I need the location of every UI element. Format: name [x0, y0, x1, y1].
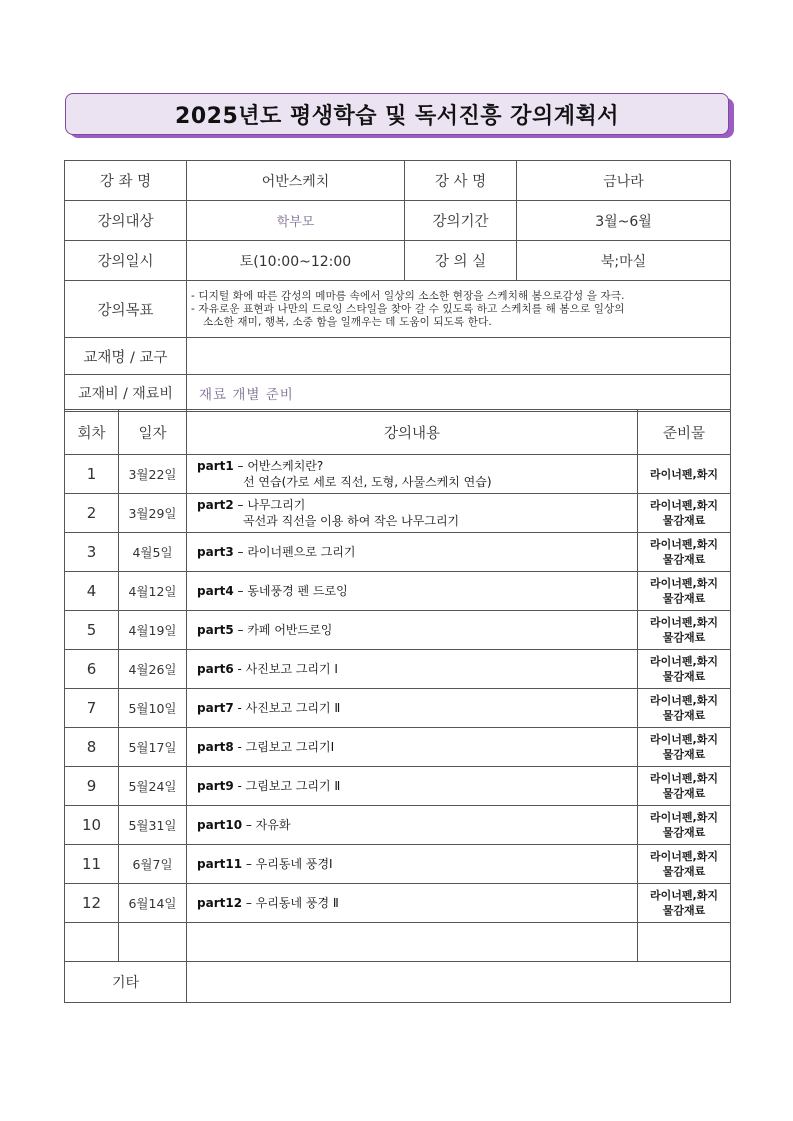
schedule-table	[64, 409, 731, 1003]
session-part: part11	[197, 857, 243, 871]
session-part: part1	[197, 459, 234, 473]
session-title: – 자유화	[242, 818, 291, 832]
session-number: 10	[65, 806, 119, 845]
session-title: – 라이너펜으로 그리기	[233, 545, 356, 559]
session-prep	[638, 455, 731, 494]
material-label: 교재비 / 재료비	[65, 375, 187, 412]
etc-value	[187, 962, 731, 1003]
session-date: 3월29일	[119, 494, 187, 533]
table-row	[65, 767, 731, 806]
blank-cell	[65, 923, 119, 962]
prep-item: 물감재료	[662, 553, 706, 566]
blank-cell	[187, 923, 638, 962]
session-title-line	[197, 545, 355, 559]
table-row	[65, 728, 731, 767]
session-number: 2	[65, 494, 119, 533]
session-date: 6월7일	[119, 845, 187, 884]
etc-label: 기타	[65, 962, 187, 1003]
course-value: 어반스케치	[187, 161, 405, 201]
table-row	[65, 884, 731, 923]
prep-item: 라이너펜,화지	[650, 889, 718, 902]
prep-item: 물감재료	[662, 670, 706, 683]
prep-item: 라이너펜,화지	[650, 694, 718, 707]
prep-item: 라이너펜,화지	[650, 616, 718, 629]
prep-item: 물감재료	[662, 748, 706, 761]
session-content	[187, 455, 638, 494]
session-content	[187, 572, 638, 611]
session-content	[187, 533, 638, 572]
table-row	[65, 650, 731, 689]
session-number: 7	[65, 689, 119, 728]
session-content	[187, 611, 638, 650]
info-row-schedule	[65, 241, 731, 281]
session-part: part5	[197, 623, 234, 637]
session-title-line	[197, 459, 323, 473]
textbook-label: 교재명 / 교구	[65, 338, 187, 375]
page-title: 2025년도 평생학습 및 독서진흥 강의계획서	[175, 103, 619, 129]
course-label: 강 좌 명	[65, 161, 187, 201]
prep-item: 물감재료	[662, 826, 706, 839]
session-title: - 그림보고 그리기Ⅰ	[233, 740, 335, 754]
session-number: 4	[65, 572, 119, 611]
session-date: 5월24일	[119, 767, 187, 806]
goal-text	[187, 281, 731, 338]
blank-cell	[638, 923, 731, 962]
session-part: part9	[197, 779, 234, 793]
session-content	[187, 845, 638, 884]
session-title-line	[197, 584, 348, 598]
session-date: 4월5일	[119, 533, 187, 572]
prep-item: 라이너펜,화지	[650, 538, 718, 551]
session-prep	[638, 572, 731, 611]
session-title: - 그림보고 그리기 Ⅱ	[233, 779, 341, 793]
prep-item: 라이너펜,화지	[650, 655, 718, 668]
session-date: 4월12일	[119, 572, 187, 611]
session-number: 12	[65, 884, 119, 923]
table-row	[65, 845, 731, 884]
prep-item: 라이너펜,화지	[650, 577, 718, 590]
info-row-course	[65, 161, 731, 201]
session-part: part2	[197, 498, 234, 512]
session-date: 3월22일	[119, 455, 187, 494]
session-title-line	[197, 779, 340, 793]
title-box	[65, 93, 729, 135]
table-row	[65, 572, 731, 611]
session-prep	[638, 533, 731, 572]
session-title-line	[197, 623, 332, 637]
session-number: 8	[65, 728, 119, 767]
session-content	[187, 494, 638, 533]
prep-item: 라이너펜,화지	[650, 499, 718, 512]
table-row	[65, 533, 731, 572]
session-subtitle: 곡선과 직선을 이용 하여 작은 나무그리기	[243, 514, 460, 528]
prep-item: 물감재료	[662, 787, 706, 800]
instructor-label: 강 사 명	[405, 161, 517, 201]
session-title: – 어반스케치란?	[233, 459, 324, 473]
session-title: – 카페 어반드로잉	[233, 623, 333, 637]
session-title-line	[197, 498, 305, 512]
session-title: – 동네풍경 펜 드로잉	[233, 584, 348, 598]
session-part: part12	[197, 896, 243, 910]
session-prep	[638, 689, 731, 728]
table-row	[65, 494, 731, 533]
goal-line-2: - 자유로운 표현과 나만의 드로잉 스타일을 찾아 갈 수 있도록 하고 스케치를 해 봄으로 일상의	[191, 303, 625, 315]
session-prep	[638, 650, 731, 689]
prep-item: 물감재료	[662, 631, 706, 644]
session-subtitle: 선 연습(가로 세로 직선, 도형, 사물스케치 연습)	[243, 475, 492, 489]
session-title-line	[197, 740, 334, 754]
session-title: – 우리동네 풍경Ⅰ	[242, 857, 333, 871]
session-date: 5월31일	[119, 806, 187, 845]
prep-item: 라이너펜,화지	[650, 733, 718, 746]
session-content	[187, 728, 638, 767]
header-prep: 준비물	[638, 410, 731, 455]
prep-item: 물감재료	[662, 904, 706, 917]
room-value: 북;마실	[517, 241, 731, 281]
title-banner	[65, 93, 735, 141]
session-part: part3	[197, 545, 234, 559]
session-number: 5	[65, 611, 119, 650]
session-content	[187, 767, 638, 806]
schedule-value: 토(10:00~12:00	[187, 241, 405, 281]
session-part: part8	[197, 740, 234, 754]
session-title-line	[197, 896, 339, 910]
table-row	[65, 455, 731, 494]
schedule-label: 강의일시	[65, 241, 187, 281]
info-row-textbook	[65, 338, 731, 375]
schedule-body	[65, 455, 731, 923]
period-label: 강의기간	[405, 201, 517, 241]
prep-item: 물감재료	[662, 865, 706, 878]
session-part: part4	[197, 584, 234, 598]
session-number: 1	[65, 455, 119, 494]
session-title: – 나무그리기	[233, 498, 306, 512]
schedule-blank-row	[65, 923, 731, 962]
target-label: 강의대상	[65, 201, 187, 241]
session-title: - 사진보고 그리기 Ⅰ	[233, 662, 338, 676]
prep-item: 물감재료	[662, 709, 706, 722]
session-number: 9	[65, 767, 119, 806]
material-value: 재료 개별 준비	[187, 375, 731, 412]
header-no: 회차	[65, 410, 119, 455]
info-row-goal	[65, 281, 731, 338]
prep-item: 라이너펜,화지	[650, 850, 718, 863]
header-date: 일자	[119, 410, 187, 455]
session-prep	[638, 611, 731, 650]
session-title-line	[197, 818, 290, 832]
session-content	[187, 884, 638, 923]
period-value: 3월~6월	[517, 201, 731, 241]
session-number: 11	[65, 845, 119, 884]
session-prep	[638, 767, 731, 806]
session-title-line	[197, 662, 338, 676]
instructor-value: 금나라	[517, 161, 731, 201]
info-row-target	[65, 201, 731, 241]
session-date: 5월10일	[119, 689, 187, 728]
session-prep	[638, 884, 731, 923]
session-content	[187, 689, 638, 728]
session-part: part7	[197, 701, 234, 715]
prep-item: 물감재료	[662, 592, 706, 605]
session-content	[187, 650, 638, 689]
table-row	[65, 611, 731, 650]
goal-label: 강의목표	[65, 281, 187, 338]
session-title: - 사진보고 그리기 Ⅱ	[233, 701, 341, 715]
info-row-material	[65, 375, 731, 412]
prep-item: 라이너펜,화지	[650, 467, 718, 481]
session-prep	[638, 806, 731, 845]
session-date: 5월17일	[119, 728, 187, 767]
session-title-line	[197, 857, 333, 871]
blank-cell	[119, 923, 187, 962]
session-prep	[638, 845, 731, 884]
session-date: 4월26일	[119, 650, 187, 689]
session-date: 6월14일	[119, 884, 187, 923]
course-info-table	[64, 160, 731, 412]
session-title: – 우리동네 풍경 Ⅱ	[242, 896, 339, 910]
goal-line-3: 소소한 재미, 행복, 소중 함을 일깨우는 데 도움이 되도록 한다.	[203, 316, 492, 328]
prep-item: 라이너펜,화지	[650, 772, 718, 785]
table-row	[65, 806, 731, 845]
session-part: part6	[197, 662, 234, 676]
session-part: part10	[197, 818, 243, 832]
prep-item: 물감재료	[662, 514, 706, 527]
session-title-line	[197, 701, 340, 715]
room-label: 강 의 실	[405, 241, 517, 281]
session-number: 6	[65, 650, 119, 689]
etc-row	[65, 962, 731, 1003]
session-prep	[638, 728, 731, 767]
schedule-header-row	[65, 410, 731, 455]
header-content: 강의내용	[187, 410, 638, 455]
session-content	[187, 806, 638, 845]
session-date: 4월19일	[119, 611, 187, 650]
prep-item: 라이너펜,화지	[650, 811, 718, 824]
textbook-value	[187, 338, 731, 375]
goal-line-1: - 디지털 화에 따른 감성의 메마름 속에서 일상의 소소한 현장을 스케치해 봄으로감성 을 자극.	[191, 290, 625, 302]
session-prep	[638, 494, 731, 533]
session-number: 3	[65, 533, 119, 572]
table-row	[65, 689, 731, 728]
target-value: 학부모	[187, 201, 405, 241]
